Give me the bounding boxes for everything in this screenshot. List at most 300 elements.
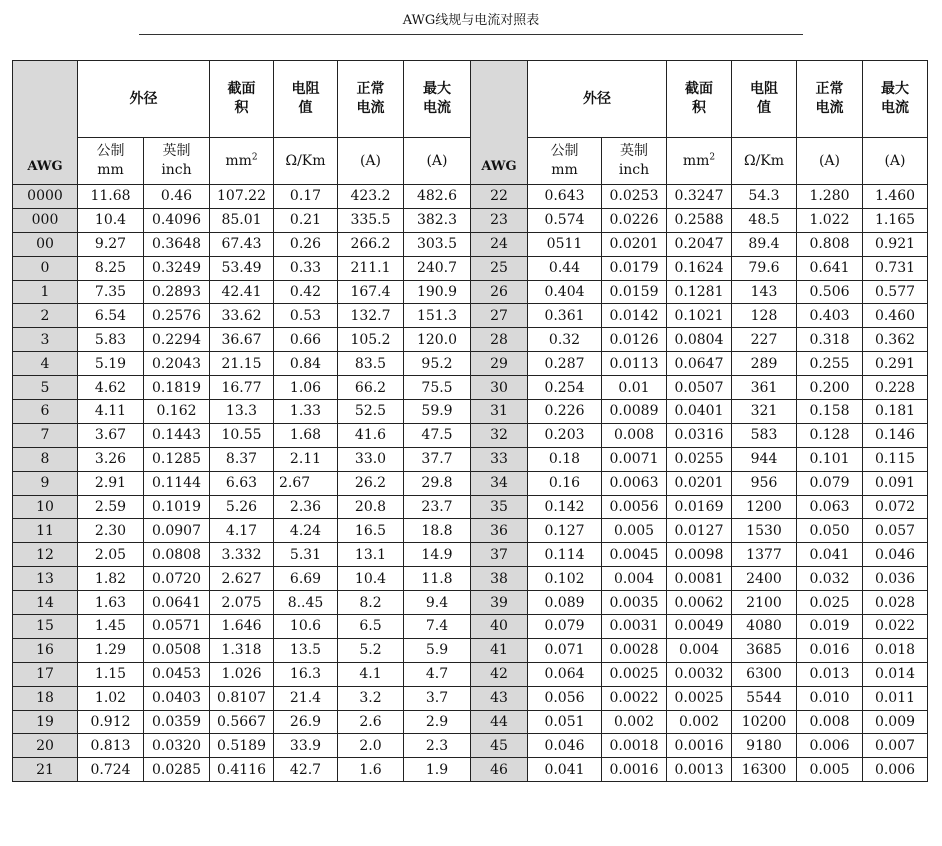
- cell-metric-mm: 4.11: [78, 400, 144, 424]
- cell-resistance: 0.84: [274, 352, 338, 376]
- cell-resistance: 8..45: [274, 591, 338, 615]
- table-row: [13, 519, 928, 543]
- cell-resistance-right: 16300: [732, 758, 797, 782]
- cell-imperial-inch-right: 0.008: [602, 423, 667, 447]
- cell-area: 8.37: [210, 447, 274, 471]
- cell-awg: 8: [13, 447, 78, 471]
- cell-metric-mm: 5.83: [78, 328, 144, 352]
- cell-max-current-right: 0.091: [863, 471, 928, 495]
- cell-resistance-right: 289: [732, 352, 797, 376]
- cell-max-current-right: 0.011: [863, 686, 928, 710]
- cell-normal-current-right: 0.079: [797, 471, 863, 495]
- cell-max-current: 7.4: [404, 615, 471, 639]
- cell-awg-right: 22: [471, 185, 528, 209]
- cell-imperial-inch: 0.1019: [144, 495, 210, 519]
- cell-max-current-right: 0.577: [863, 280, 928, 304]
- cell-imperial-inch-right: 0.0063: [602, 471, 667, 495]
- cell-imperial-inch-right: 0.0253: [602, 185, 667, 209]
- header-resistance-right: 电阻 值: [732, 61, 797, 138]
- cell-metric-mm-right: 0.32: [528, 328, 602, 352]
- cell-area: 2.075: [210, 591, 274, 615]
- header-outer-diameter-right: 外径: [528, 61, 667, 138]
- cell-area-right: 0.0062: [667, 591, 732, 615]
- cell-imperial-inch-right: 0.0016: [602, 758, 667, 782]
- cell-metric-mm-right: 0.051: [528, 710, 602, 734]
- cell-metric-mm-right: 0.071: [528, 638, 602, 662]
- cell-metric-mm: 1.82: [78, 567, 144, 591]
- cell-area: 21.15: [210, 352, 274, 376]
- cell-imperial-inch: 0.3249: [144, 256, 210, 280]
- cell-normal-current: 33.0: [338, 447, 404, 471]
- cell-metric-mm: 1.15: [78, 662, 144, 686]
- cell-metric-mm: 1.02: [78, 686, 144, 710]
- cell-imperial-inch: 0.3648: [144, 232, 210, 256]
- header-area-unit: $mm^2$: [210, 138, 274, 185]
- table-row: [13, 710, 928, 734]
- cell-normal-current-right: 0.641: [797, 256, 863, 280]
- cell-awg-right: 38: [471, 567, 528, 591]
- cell-max-current: 47.5: [404, 423, 471, 447]
- cell-resistance: 21.4: [274, 686, 338, 710]
- cell-awg-right: 36: [471, 519, 528, 543]
- cell-metric-mm: 7.35: [78, 280, 144, 304]
- cell-resistance-right: 321: [732, 400, 797, 424]
- cell-normal-current: 41.6: [338, 423, 404, 447]
- cell-awg: 19: [13, 710, 78, 734]
- cell-max-current: 23.7: [404, 495, 471, 519]
- cell-awg: 5: [13, 376, 78, 400]
- table-row: [13, 495, 928, 519]
- cell-awg: 18: [13, 686, 78, 710]
- cell-metric-mm: 2.59: [78, 495, 144, 519]
- cell-resistance: 6.69: [274, 567, 338, 591]
- cell-area-right: 0.0201: [667, 471, 732, 495]
- cell-area-right: 0.0016: [667, 734, 732, 758]
- cell-area: 6.63: [210, 471, 274, 495]
- cell-normal-current-right: 0.318: [797, 328, 863, 352]
- cell-resistance-right: 48.5: [732, 208, 797, 232]
- cell-area-right: 0.0032: [667, 662, 732, 686]
- cell-normal-current: 423.2: [338, 185, 404, 209]
- cell-imperial-inch: 0.0320: [144, 734, 210, 758]
- cell-normal-current-right: 0.006: [797, 734, 863, 758]
- cell-awg: 0000: [13, 185, 78, 209]
- cell-awg-right: 39: [471, 591, 528, 615]
- cell-awg-right: 28: [471, 328, 528, 352]
- cell-area-right: 0.2588: [667, 208, 732, 232]
- cell-area-right: 0.1021: [667, 304, 732, 328]
- table-row: [13, 376, 928, 400]
- cell-imperial-inch: 0.0453: [144, 662, 210, 686]
- cell-metric-mm-right: 0.226: [528, 400, 602, 424]
- cell-metric-mm: 3.67: [78, 423, 144, 447]
- cell-resistance: 0.17: [274, 185, 338, 209]
- cell-awg: 3: [13, 328, 78, 352]
- cell-resistance-right: 128: [732, 304, 797, 328]
- cell-resistance: 0.66: [274, 328, 338, 352]
- cell-resistance: 2.11: [274, 447, 338, 471]
- table-row: [13, 447, 928, 471]
- cell-metric-mm: 4.62: [78, 376, 144, 400]
- cell-imperial-inch: 0.4096: [144, 208, 210, 232]
- header-max-current-unit-right: (A): [863, 138, 928, 185]
- cell-resistance-right: 143: [732, 280, 797, 304]
- cell-metric-mm: 3.26: [78, 447, 144, 471]
- cell-awg-right: 24: [471, 232, 528, 256]
- table-row: [13, 662, 928, 686]
- cell-normal-current: 335.5: [338, 208, 404, 232]
- cell-awg-right: 31: [471, 400, 528, 424]
- cell-max-current: 190.9: [404, 280, 471, 304]
- cell-resistance: 0.42: [274, 280, 338, 304]
- header-resistance-unit-right: Ω/Km: [732, 138, 797, 185]
- cell-max-current: 95.2: [404, 352, 471, 376]
- cell-area-right: 0.3247: [667, 185, 732, 209]
- cell-max-current: 2.9: [404, 710, 471, 734]
- cell-awg-right: 34: [471, 471, 528, 495]
- cell-area-right: 0.0098: [667, 543, 732, 567]
- cell-area-right: 0.1281: [667, 280, 732, 304]
- cell-imperial-inch: 0.0285: [144, 758, 210, 782]
- cell-normal-current: 5.2: [338, 638, 404, 662]
- cell-normal-current-right: 0.032: [797, 567, 863, 591]
- title-underline: [139, 34, 803, 35]
- cell-area: 0.5189: [210, 734, 274, 758]
- cell-area: 33.62: [210, 304, 274, 328]
- cell-normal-current: 83.5: [338, 352, 404, 376]
- cell-max-current-right: 0.181: [863, 400, 928, 424]
- cell-resistance-right: 1377: [732, 543, 797, 567]
- cell-metric-mm: 5.19: [78, 352, 144, 376]
- cell-awg-right: 29: [471, 352, 528, 376]
- cell-area: 10.55: [210, 423, 274, 447]
- cell-awg: 7: [13, 423, 78, 447]
- cell-awg-right: 27: [471, 304, 528, 328]
- header-normal-current-right: 正常 电流: [797, 61, 863, 138]
- cell-area-right: 0.1624: [667, 256, 732, 280]
- cell-max-current-right: 0.046: [863, 543, 928, 567]
- cell-metric-mm: 11.68: [78, 185, 144, 209]
- header-resistance-unit: Ω/Km: [274, 138, 338, 185]
- cell-normal-current-right: 0.200: [797, 376, 863, 400]
- cell-metric-mm-right: 0.114: [528, 543, 602, 567]
- cell-metric-mm-right: 0.203: [528, 423, 602, 447]
- cell-imperial-inch: 0.0359: [144, 710, 210, 734]
- cell-metric-mm: 2.91: [78, 471, 144, 495]
- cell-max-current: 75.5: [404, 376, 471, 400]
- cell-max-current: 11.8: [404, 567, 471, 591]
- cell-normal-current: 4.1: [338, 662, 404, 686]
- header-area-right: 截面 积: [667, 61, 732, 138]
- cell-normal-current: 1.6: [338, 758, 404, 782]
- cell-metric-mm-right: 0.404: [528, 280, 602, 304]
- cell-max-current-right: 0.007: [863, 734, 928, 758]
- cell-normal-current: 2.6: [338, 710, 404, 734]
- header-imperial-inch-right: 英制 inch: [602, 138, 667, 185]
- cell-metric-mm-right: 0.16: [528, 471, 602, 495]
- cell-resistance: 0.33: [274, 256, 338, 280]
- cell-normal-current: 52.5: [338, 400, 404, 424]
- cell-area: 5.26: [210, 495, 274, 519]
- cell-area: 4.17: [210, 519, 274, 543]
- cell-imperial-inch: 0.0508: [144, 638, 210, 662]
- cell-metric-mm-right: 0.574: [528, 208, 602, 232]
- cell-resistance-right: 54.3: [732, 185, 797, 209]
- cell-area: 16.77: [210, 376, 274, 400]
- cell-max-current-right: 0.228: [863, 376, 928, 400]
- cell-resistance: 1.33: [274, 400, 338, 424]
- cell-resistance-right: 9180: [732, 734, 797, 758]
- cell-area-right: 0.0401: [667, 400, 732, 424]
- cell-awg-right: 25: [471, 256, 528, 280]
- cell-normal-current-right: 0.013: [797, 662, 863, 686]
- cell-resistance: 5.31: [274, 543, 338, 567]
- cell-resistance-right: 3685: [732, 638, 797, 662]
- cell-metric-mm: 1.63: [78, 591, 144, 615]
- cell-area-right: 0.0647: [667, 352, 732, 376]
- cell-area-right: 0.0013: [667, 758, 732, 782]
- cell-metric-mm-right: 0.041: [528, 758, 602, 782]
- cell-area: 42.41: [210, 280, 274, 304]
- cell-normal-current: 167.4: [338, 280, 404, 304]
- header-max-current-unit: (A): [404, 138, 471, 185]
- cell-imperial-inch: 0.46: [144, 185, 210, 209]
- cell-awg-right: 26: [471, 280, 528, 304]
- cell-imperial-inch-right: 0.0226: [602, 208, 667, 232]
- header-metric-mm-right: 公制 mm: [528, 138, 602, 185]
- cell-awg: 6: [13, 400, 78, 424]
- cell-resistance: 0.26: [274, 232, 338, 256]
- cell-area: 0.4116: [210, 758, 274, 782]
- cell-metric-mm: 9.27: [78, 232, 144, 256]
- cell-max-current: 18.8: [404, 519, 471, 543]
- cell-awg: 10: [13, 495, 78, 519]
- cell-awg-right: 33: [471, 447, 528, 471]
- cell-awg-right: 37: [471, 543, 528, 567]
- header-max-current: 最大 电流: [404, 61, 471, 138]
- cell-resistance-right: 944: [732, 447, 797, 471]
- cell-area: 67.43: [210, 232, 274, 256]
- cell-normal-current-right: 0.008: [797, 710, 863, 734]
- cell-imperial-inch-right: 0.0022: [602, 686, 667, 710]
- cell-area: 53.49: [210, 256, 274, 280]
- cell-imperial-inch: 0.0403: [144, 686, 210, 710]
- cell-max-current: 303.5: [404, 232, 471, 256]
- cell-awg: 00: [13, 232, 78, 256]
- cell-area: 3.332: [210, 543, 274, 567]
- cell-imperial-inch: 0.162: [144, 400, 210, 424]
- cell-imperial-inch-right: 0.01: [602, 376, 667, 400]
- cell-imperial-inch-right: 0.0028: [602, 638, 667, 662]
- cell-awg-right: 40: [471, 615, 528, 639]
- cell-imperial-inch-right: 0.0045: [602, 543, 667, 567]
- cell-normal-current: 26.2: [338, 471, 404, 495]
- cell-area: 0.8107: [210, 686, 274, 710]
- cell-normal-current-right: 0.005: [797, 758, 863, 782]
- cell-resistance-right: 361: [732, 376, 797, 400]
- cell-normal-current-right: 0.025: [797, 591, 863, 615]
- cell-normal-current-right: 0.019: [797, 615, 863, 639]
- cell-area-right: 0.0169: [667, 495, 732, 519]
- cell-max-current: 59.9: [404, 400, 471, 424]
- cell-resistance: 33.9: [274, 734, 338, 758]
- cell-imperial-inch-right: 0.0126: [602, 328, 667, 352]
- cell-metric-mm: 2.05: [78, 543, 144, 567]
- cell-max-current-right: 0.731: [863, 256, 928, 280]
- cell-metric-mm-right: 0.046: [528, 734, 602, 758]
- cell-awg: 2: [13, 304, 78, 328]
- cell-imperial-inch-right: 0.0159: [602, 280, 667, 304]
- cell-area-right: 0.0255: [667, 447, 732, 471]
- cell-resistance: 16.3: [274, 662, 338, 686]
- cell-awg-right: 32: [471, 423, 528, 447]
- cell-resistance: 26.9: [274, 710, 338, 734]
- cell-metric-mm-right: 0.643: [528, 185, 602, 209]
- cell-metric-mm-right: 0.44: [528, 256, 602, 280]
- cell-resistance-right: 227: [732, 328, 797, 352]
- cell-awg-right: 30: [471, 376, 528, 400]
- cell-imperial-inch: 0.0907: [144, 519, 210, 543]
- cell-imperial-inch: 0.2043: [144, 352, 210, 376]
- cell-imperial-inch: 0.2893: [144, 280, 210, 304]
- cell-max-current: 29.8: [404, 471, 471, 495]
- header-normal-current: 正常 电流: [338, 61, 404, 138]
- cell-area-right: 0.0507: [667, 376, 732, 400]
- cell-metric-mm: 6.54: [78, 304, 144, 328]
- awg-current-table: [12, 60, 928, 782]
- cell-metric-mm: 0.813: [78, 734, 144, 758]
- cell-metric-mm: 1.29: [78, 638, 144, 662]
- cell-area-right: 0.0025: [667, 686, 732, 710]
- cell-max-current-right: 0.921: [863, 232, 928, 256]
- table-row: [13, 400, 928, 424]
- cell-metric-mm: 1.45: [78, 615, 144, 639]
- cell-resistance-right: 956: [732, 471, 797, 495]
- table-row: [13, 256, 928, 280]
- cell-normal-current: 66.2: [338, 376, 404, 400]
- cell-max-current: 482.6: [404, 185, 471, 209]
- cell-awg-right: 35: [471, 495, 528, 519]
- table-body: [13, 185, 928, 782]
- cell-metric-mm-right: 0.102: [528, 567, 602, 591]
- cell-awg: 13: [13, 567, 78, 591]
- cell-awg: 20: [13, 734, 78, 758]
- cell-max-current-right: 0.028: [863, 591, 928, 615]
- cell-max-current-right: 0.014: [863, 662, 928, 686]
- cell-resistance-right: 6300: [732, 662, 797, 686]
- cell-max-current: 14.9: [404, 543, 471, 567]
- cell-normal-current-right: 0.041: [797, 543, 863, 567]
- cell-awg-right: 23: [471, 208, 528, 232]
- cell-max-current: 9.4: [404, 591, 471, 615]
- cell-max-current: 1.9: [404, 758, 471, 782]
- cell-area-right: 0.2047: [667, 232, 732, 256]
- cell-resistance: 1.68: [274, 423, 338, 447]
- cell-awg: 15: [13, 615, 78, 639]
- cell-resistance-right: 1530: [732, 519, 797, 543]
- cell-area-right: 0.002: [667, 710, 732, 734]
- cell-imperial-inch: 0.2294: [144, 328, 210, 352]
- cell-normal-current-right: 0.403: [797, 304, 863, 328]
- cell-resistance: 42.7: [274, 758, 338, 782]
- header-awg-right: AWG: [471, 61, 528, 185]
- cell-normal-current: 2.0: [338, 734, 404, 758]
- cell-max-current-right: 0.362: [863, 328, 928, 352]
- cell-metric-mm-right: 0.056: [528, 686, 602, 710]
- cell-imperial-inch-right: 0.0025: [602, 662, 667, 686]
- cell-normal-current-right: 0.506: [797, 280, 863, 304]
- cell-metric-mm-right: 0511: [528, 232, 602, 256]
- cell-normal-current-right: 1.280: [797, 185, 863, 209]
- cell-metric-mm: 10.4: [78, 208, 144, 232]
- cell-normal-current-right: 0.010: [797, 686, 863, 710]
- table-row: [13, 758, 928, 782]
- cell-area: 36.67: [210, 328, 274, 352]
- cell-normal-current-right: 0.128: [797, 423, 863, 447]
- cell-resistance: 13.5: [274, 638, 338, 662]
- cell-imperial-inch: 0.0571: [144, 615, 210, 639]
- cell-normal-current: 20.8: [338, 495, 404, 519]
- cell-normal-current: 6.5: [338, 615, 404, 639]
- cell-area-right: 0.004: [667, 638, 732, 662]
- cell-awg-right: 43: [471, 686, 528, 710]
- cell-resistance: 10.6: [274, 615, 338, 639]
- cell-awg-right: 44: [471, 710, 528, 734]
- header-metric-mm: 公制 mm: [78, 138, 144, 185]
- table-row: [13, 423, 928, 447]
- table-row: [13, 185, 928, 209]
- cell-metric-mm-right: 0.254: [528, 376, 602, 400]
- table-row: [13, 615, 928, 639]
- cell-max-current: 240.7: [404, 256, 471, 280]
- cell-awg-right: 42: [471, 662, 528, 686]
- cell-imperial-inch-right: 0.0201: [602, 232, 667, 256]
- cell-resistance-right: 79.6: [732, 256, 797, 280]
- table-row: [13, 352, 928, 376]
- cell-imperial-inch-right: 0.0179: [602, 256, 667, 280]
- cell-area: 2.627: [210, 567, 274, 591]
- cell-metric-mm: 0.912: [78, 710, 144, 734]
- header-area-unit-right: $mm^2$: [667, 138, 732, 185]
- cell-imperial-inch-right: 0.0113: [602, 352, 667, 376]
- cell-max-current-right: 0.291: [863, 352, 928, 376]
- cell-area: 107.22: [210, 185, 274, 209]
- cell-max-current-right: 0.115: [863, 447, 928, 471]
- cell-awg: 16: [13, 638, 78, 662]
- cell-max-current: 2.3: [404, 734, 471, 758]
- cell-imperial-inch: 0.0641: [144, 591, 210, 615]
- cell-max-current-right: 1.165: [863, 208, 928, 232]
- cell-max-current: 382.3: [404, 208, 471, 232]
- table-row: [13, 232, 928, 256]
- cell-normal-current: 3.2: [338, 686, 404, 710]
- table-row: [13, 280, 928, 304]
- header-normal-current-unit-right: (A): [797, 138, 863, 185]
- cell-imperial-inch-right: 0.004: [602, 567, 667, 591]
- table-row: [13, 734, 928, 758]
- cell-metric-mm-right: 0.089: [528, 591, 602, 615]
- cell-normal-current: 16.5: [338, 519, 404, 543]
- cell-awg: 1: [13, 280, 78, 304]
- cell-resistance: 2.67: [274, 471, 338, 495]
- cell-normal-current: 211.1: [338, 256, 404, 280]
- table-row: [13, 686, 928, 710]
- cell-normal-current: 132.7: [338, 304, 404, 328]
- cell-max-current: 120.0: [404, 328, 471, 352]
- cell-resistance: 0.21: [274, 208, 338, 232]
- header-imperial-inch: 英制 inch: [144, 138, 210, 185]
- cell-imperial-inch-right: 0.0089: [602, 400, 667, 424]
